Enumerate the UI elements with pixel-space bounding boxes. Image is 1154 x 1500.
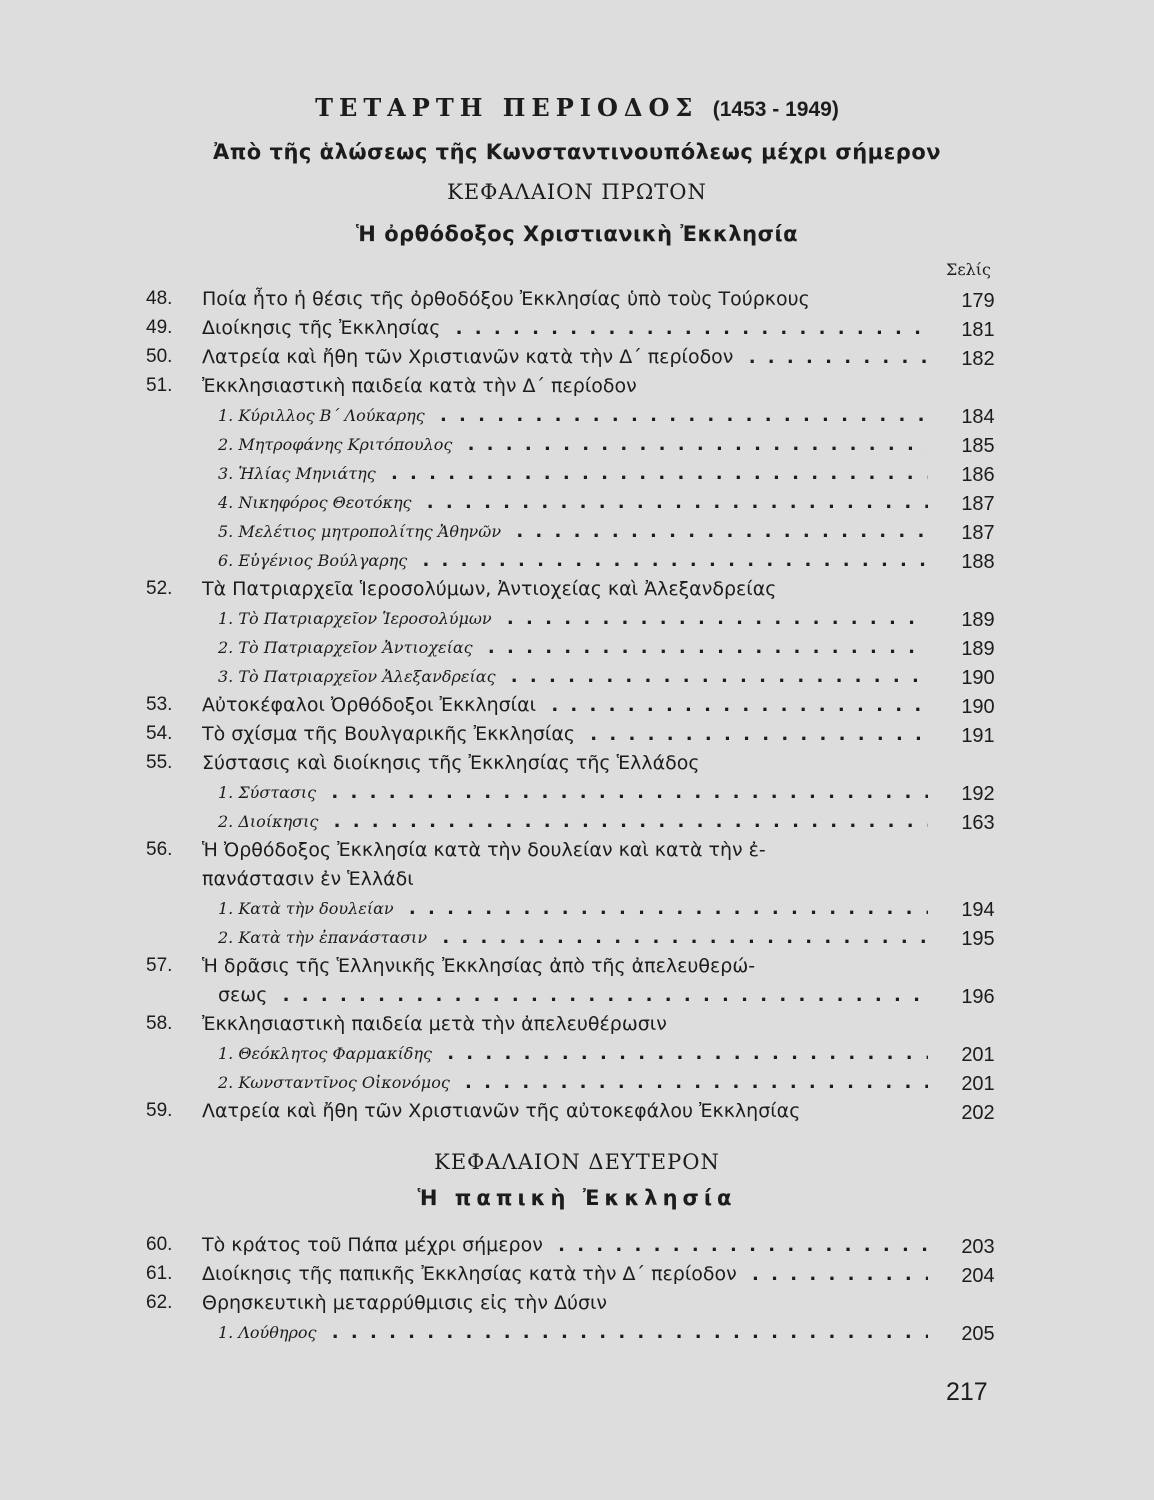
toc-subentry: [0, 662, 1154, 690]
entry-title: σεως: [218, 984, 273, 1006]
entry-number: 54.: [146, 723, 173, 744]
chapter-2-heading: ΚΕΦΑΛΑΙΟΝ ΔΕΥΤΕΡΟΝ: [434, 1150, 720, 1174]
entry-title: Σύστασις καὶ διοίκησις τῆς Ἐκκλησίας τῆς Ἑλλάδος: [202, 752, 706, 774]
entry-title: Τὰ Πατριαρχεῖα Ἱεροσολύμων, Ἀντιοχείας καὶ Ἀλεξανδρείας: [202, 578, 782, 600]
entry-page: 179: [961, 290, 995, 312]
entry-title: Διοίκησις τῆς Ἐκκλησίας: [202, 317, 446, 339]
period-years: (1453 - 1949): [712, 98, 839, 121]
chapter-1-heading: ΚΕΦΑΛΑΙΟΝ ΠΡΩΤΟΝ: [447, 180, 707, 204]
toc-subentry: [0, 894, 1154, 922]
toc-entry: [0, 1010, 1154, 1038]
entry-page: 205: [961, 1323, 995, 1345]
toc-entry: [0, 836, 1154, 864]
entry-title: Ἡ δρᾶσις τῆς Ἑλληνικῆς Ἐκκλησίας ἀπὸ τῆς ἀπελευθερώ-: [202, 955, 761, 977]
entry-page: 191: [961, 725, 995, 747]
entry-page: 189: [961, 638, 995, 660]
toc-subentry: [0, 778, 1154, 806]
toc-entry: [0, 1231, 1154, 1259]
entry-title: Ἡ Ὀρθόδοξος Ἐκκλησία κατὰ τὴν δουλείαν καὶ κατὰ τὴν ἐ-: [202, 839, 772, 861]
toc-subentry: [0, 488, 1154, 516]
entry-number: 60.: [146, 1234, 173, 1255]
entry-title: 4. Νικηφόρος Θεοτόκης: [218, 493, 417, 512]
entry-page: 187: [961, 522, 995, 544]
toc-subentry: [0, 546, 1154, 574]
entry-title: 5. Μελέτιος μητροπολίτης Ἀθηνῶν: [218, 522, 507, 541]
entry-title: 3. Ἡλίας Μηνιάτης: [218, 464, 382, 483]
toc-subentry: [0, 430, 1154, 458]
entry-title: 1. Κύριλλος Β´ Λούκαρης: [218, 406, 431, 425]
entry-page: 202: [961, 1102, 995, 1124]
entry-number: 52.: [146, 578, 173, 599]
toc-entry: [0, 1289, 1154, 1317]
entry-number: 48.: [146, 288, 173, 309]
toc-entry: [0, 575, 1154, 603]
period-title: ΤΕΤΑΡΤΗ ΠΕΡΙΟΔΟΣ: [315, 93, 699, 122]
entry-page: 188: [961, 551, 995, 573]
entry-number: 56.: [146, 839, 173, 860]
entry-title: Ἐκκλησιαστικὴ παιδεία μετὰ τὴν ἀπελευθέρωσιν: [202, 1013, 673, 1035]
toc-subentry: [0, 1039, 1154, 1067]
entry-title: Ἐκκλησιαστικὴ παιδεία κατὰ τὴν Δ´ περίοδον: [202, 375, 643, 397]
entry-number: 61.: [146, 1263, 173, 1284]
entry-page: 186: [961, 464, 995, 486]
entry-title: 2. Μητροφάνης Κριτόπουλος: [218, 435, 458, 454]
toc-entry: [0, 372, 1154, 400]
entry-page: 201: [961, 1044, 995, 1066]
toc-subentry: [0, 517, 1154, 545]
toc-subentry: [0, 401, 1154, 429]
page-column-label: Σελίς: [946, 260, 991, 279]
entry-page: 194: [961, 899, 995, 921]
entry-page: 185: [961, 435, 995, 457]
entry-page: 201: [961, 1073, 995, 1095]
entry-number: 50.: [146, 346, 173, 367]
entry-title: 1. Τὸ Πατριαρχεῖον Ἱεροσολύμων: [218, 609, 498, 628]
entry-page: 192: [961, 783, 995, 805]
toc-entry: [0, 285, 1154, 313]
entry-title: 2. Διοίκησις: [218, 812, 324, 831]
page-number: 217: [946, 1378, 988, 1406]
toc-entry: [0, 720, 1154, 748]
entry-page: 204: [961, 1265, 995, 1287]
chapter-2-title: Ἡ παπικὴ Ἐκκλησία: [417, 1186, 737, 1210]
entry-title: 1. Θεόκλητος Φαρμακίδης: [218, 1044, 438, 1063]
entry-title: Διοίκησις τῆς παπικῆς Ἐκκλησίας κατὰ τὴν Δ´ περίοδον: [202, 1263, 743, 1285]
toc-subentry: [0, 1318, 1154, 1346]
entry-page: 195: [961, 928, 995, 950]
entry-title: Αὐτοκέφαλοι Ὀρθόδοξοι Ἐκκλησίαι: [202, 694, 542, 716]
toc-entry: [0, 314, 1154, 342]
toc-entry: [0, 1097, 1154, 1125]
entry-title: Τὸ κράτος τοῦ Πάπα μέχρι σήμερον: [202, 1234, 549, 1256]
entry-title: Θρησκευτικὴ μεταρρύθμισις εἰς τὴν Δύσιν: [202, 1292, 613, 1314]
entry-page: 163: [961, 812, 995, 834]
toc-entry-continuation: [0, 981, 1154, 1009]
entry-title: πανάστασιν ἐν Ἑλλάδι: [202, 868, 420, 890]
entry-number: 53.: [146, 694, 173, 715]
toc-subentry: [0, 807, 1154, 835]
period-subtitle: Ἀπὸ τῆς ἁλώσεως τῆς Κωνσταντινουπόλεως μέχρι σήμερον: [212, 140, 942, 164]
toc-subentry: [0, 604, 1154, 632]
toc-subentry: [0, 633, 1154, 661]
period-heading: [0, 93, 1154, 122]
toc-entry: [0, 1260, 1154, 1288]
entry-page: 187: [961, 493, 995, 515]
entry-number: 58.: [146, 1013, 173, 1034]
toc-entry: [0, 343, 1154, 371]
entry-title: 3. Τὸ Πατριαρχεῖον Ἀλεξανδρείας: [218, 667, 502, 686]
entry-title: Ποία ἦτο ἡ θέσις τῆς ὀρθοδόξου Ἐκκλησίας ὑπὸ τοὺς Τούρκους: [202, 288, 816, 310]
toc-subentry: [0, 1068, 1154, 1096]
entry-page: 181: [961, 319, 995, 341]
entry-title: 6. Εὐγένιος Βούλγαρης: [218, 551, 413, 570]
toc-entry: [0, 749, 1154, 777]
entry-page: 184: [961, 406, 995, 428]
entry-title: 2. Τὸ Πατριαρχεῖον Ἀντιοχείας: [218, 638, 479, 657]
entry-number: 55.: [146, 752, 173, 773]
chapter-1-title: Ἡ ὀρθόδοξος Χριστιανικὴ Ἐκκλησία: [355, 222, 799, 246]
entry-page: 190: [961, 696, 995, 718]
entry-title: Τὸ σχίσμα τῆς Βουλγαρικῆς Ἐκκλησίας: [202, 723, 581, 745]
entry-number: 51.: [146, 375, 173, 396]
entry-title: 2. Κατὰ τὴν ἐπανάστασιν: [218, 928, 433, 947]
entry-title: 1. Κατὰ τὴν δουλείαν: [218, 899, 400, 918]
entry-page: 196: [961, 986, 995, 1008]
toc-subentry: [0, 459, 1154, 487]
entry-title: Λατρεία καὶ ἤθη τῶν Χριστιανῶν κατὰ τὴν Δ´ περίοδον: [202, 346, 739, 368]
toc-subentry: [0, 923, 1154, 951]
entry-number: 59.: [146, 1100, 173, 1121]
entry-number: 49.: [146, 317, 173, 338]
entry-number: 62.: [146, 1292, 173, 1313]
entry-title: 2. Κωνσταντῖνος Οἰκονόμος: [218, 1073, 456, 1092]
toc-entry-continuation: [0, 865, 1154, 893]
entry-title: 1. Λούθηρος: [218, 1323, 322, 1342]
entry-title: 1. Σύστασις: [218, 783, 322, 802]
entry-title: Λατρεία καὶ ἤθη τῶν Χριστιανῶν τῆς αὐτοκεφάλου Ἐκκλησίας: [202, 1100, 806, 1122]
entry-page: 190: [961, 667, 995, 689]
toc-entry: [0, 952, 1154, 980]
entry-page: 189: [961, 609, 995, 631]
entry-page: 182: [961, 348, 995, 370]
toc-entry: [0, 691, 1154, 719]
entry-number: 57.: [146, 955, 173, 976]
entry-page: 203: [961, 1236, 995, 1258]
